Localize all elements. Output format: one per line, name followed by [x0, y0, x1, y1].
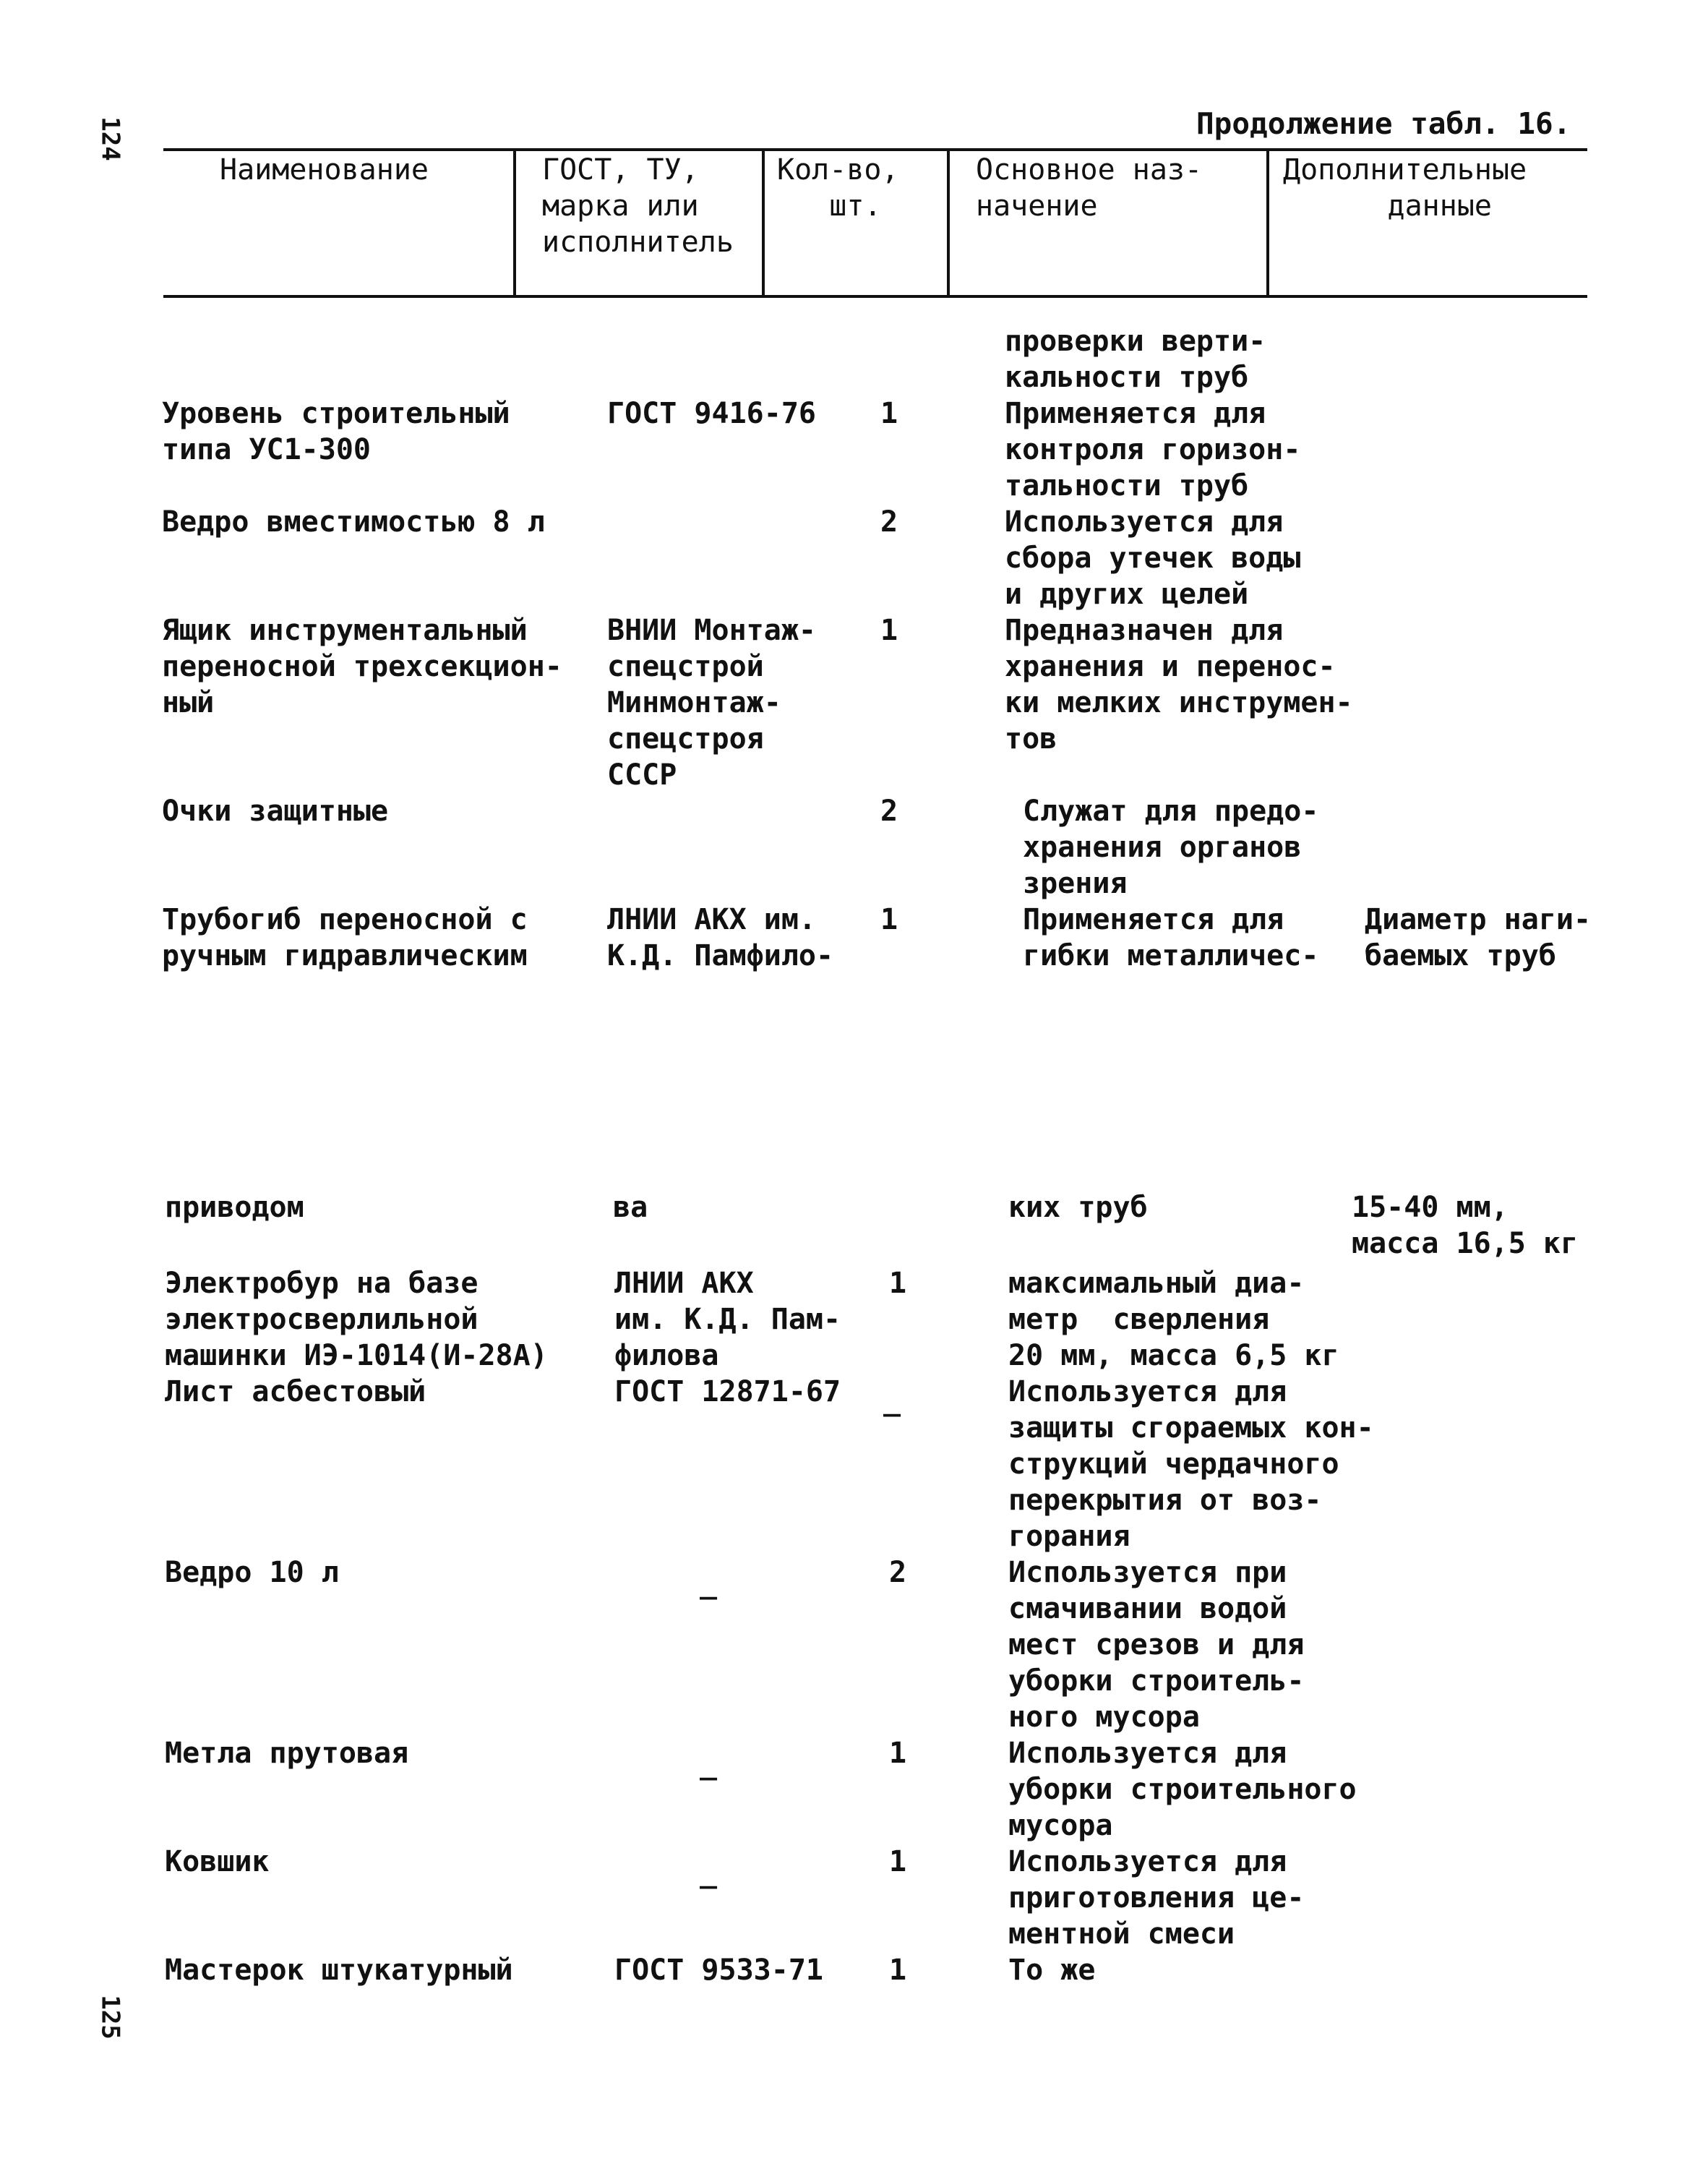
row-11-name: Ковшик [165, 1845, 270, 1878]
row-10-purpose: Используется для уборки строительного мусора [1008, 1737, 1357, 1842]
row-10-qty: 1 [889, 1737, 907, 1770]
row-6-extra: 15-40 мм, масса 16,5 кг [1352, 1191, 1579, 1260]
header-top-rule [163, 148, 1587, 151]
row-5-purpose: Применяется для гибки металличес- [1023, 903, 1319, 972]
header-divider-1 [513, 148, 516, 296]
row-5-name: Трубогиб переносной с ручным гидравлическим [162, 903, 528, 972]
row-10-name: Метла прутовая [165, 1737, 409, 1770]
row-7-qty: 1 [889, 1267, 907, 1300]
row-9-gost: _ [700, 1567, 718, 1600]
row-4-name: Очки защитные [162, 795, 389, 828]
row-0-purpose: проверки верти- кальности труб [1005, 325, 1266, 394]
header-divider-2 [762, 148, 765, 296]
row-3-qty: 1 [880, 614, 898, 647]
row-3-name: Ящик инструментальный переносной трехсекцион- ный [162, 614, 562, 719]
row-5-qty: 1 [880, 903, 898, 936]
row-4-qty: 2 [880, 795, 898, 828]
row-1-purpose: Применяется для контроля горизон- тальности труб [1005, 397, 1301, 502]
row-12-gost: ГОСТ 9533-71 [614, 1954, 823, 1987]
header-extra: Дополнительные данные [1283, 153, 1527, 223]
page-number-top: 124 [95, 116, 125, 161]
row-8-qty: _ [883, 1384, 901, 1417]
row-1-qty: 1 [880, 397, 898, 430]
header-gost: ГОСТ, ТУ, марка или исполнитель [542, 153, 734, 259]
row-2-purpose: Используется для сбора утечек воды и других целей [1005, 505, 1301, 611]
row-1-gost: ГОСТ 9416-76 [607, 397, 816, 430]
row-6-purpose: ких труб [1008, 1191, 1148, 1224]
row-10-gost: _ [700, 1747, 718, 1781]
row-5-gost: ЛНИИ АКХ им. К.Д. Памфило- [607, 903, 834, 972]
row-3-gost: ВНИИ Монтаж- спецстрой Минмонтаж- спецстроя СССР [607, 614, 816, 792]
header-divider-3 [947, 148, 950, 296]
row-5-extra: Диаметр наги- баемых труб [1365, 903, 1592, 972]
header-purpose: Основное наз- начение [976, 153, 1203, 223]
row-9-purpose: Используется при смачивании водой мест срезов и для уборки строитель- ного мусора [1008, 1556, 1305, 1734]
header-divider-4 [1266, 148, 1269, 296]
row-9-name: Ведро 10 л [165, 1556, 339, 1589]
row-2-name: Ведро вместимостью 8 л [162, 505, 545, 539]
header-bottom-rule [163, 295, 1587, 298]
row-11-gost: _ [700, 1856, 718, 1889]
row-6-name: приводом [165, 1191, 304, 1224]
row-7-gost: ЛНИИ АКХ им. К.Д. Пам- филова [614, 1267, 841, 1372]
row-1-name: Уровень строительный типа УС1-300 [162, 397, 510, 466]
row-12-name: Мастерок штукатурный [165, 1954, 513, 1987]
row-6-gost: ва [613, 1191, 648, 1224]
row-12-qty: 1 [889, 1954, 907, 1987]
row-12-purpose: То же [1008, 1954, 1096, 1987]
row-3-purpose: Предназначен для хранения и перенос- ки мелких инструмен- тов [1005, 614, 1353, 756]
row-7-name: Электробур на базе электросверлильной машинки ИЭ-1014(И-28А) [165, 1267, 548, 1372]
row-4-purpose: Служат для предо- хранения органов зрения [1023, 795, 1319, 900]
row-11-purpose: Используется для приготовления це- ментной смеси [1008, 1845, 1305, 1951]
row-8-purpose: Используется для защиты сгораемых кон- струкций чердачного перекрытия от воз- горания [1008, 1375, 1374, 1553]
table-continuation-title: Продолжение табл. 16. [1196, 106, 1571, 141]
row-9-qty: 2 [889, 1556, 907, 1589]
page-number-bottom: 125 [95, 1995, 125, 2040]
header-name: Наименование [220, 153, 429, 187]
row-11-qty: 1 [889, 1845, 907, 1878]
row-8-name: Лист асбестовый [165, 1375, 426, 1408]
row-2-qty: 2 [880, 505, 898, 539]
row-7-purpose: максимальный диа- метр сверления 20 мм, масса 6,5 кг [1008, 1267, 1339, 1372]
row-8-gost: ГОСТ 12871-67 [614, 1375, 841, 1408]
header-qty: Кол-во, шт. [777, 153, 899, 223]
